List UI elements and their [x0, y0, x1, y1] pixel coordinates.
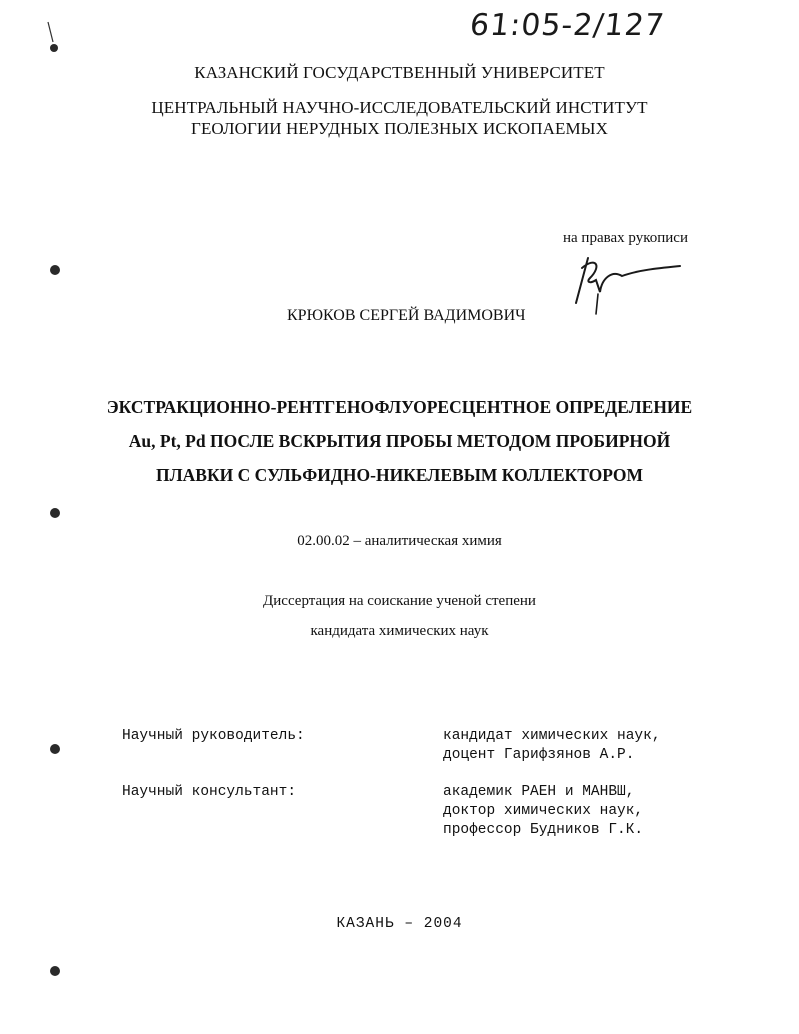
dissertation-title-line3: ПЛАВКИ С СУЛЬФИДНО-НИКЕЛЕВЫМ КОЛЛЕКТОРОМ — [156, 465, 643, 485]
consultant-line2: доктор химических наук, — [443, 803, 644, 819]
city-year: КАЗАНЬ – 2004 — [336, 916, 463, 932]
binder-hole — [50, 966, 60, 976]
institute-name-line1: ЦЕНТРАЛЬНЫЙ НАУЧНО-ИССЛЕДОВАТЕЛЬСКИЙ ИНСТИТУТ — [151, 98, 648, 117]
consultant-line3: профессор Будников Г.К. — [443, 822, 644, 838]
institute-name-line2: ГЕОЛОГИИ НЕРУДНЫХ ПОЛЕЗНЫХ ИСКОПАЕМЫХ — [191, 119, 608, 138]
manuscript-rights: на правах рукописи — [563, 230, 688, 246]
binder-hole — [50, 265, 60, 275]
consultant-label: Научный консультант: — [122, 784, 297, 800]
supervisor-line2: доцент Гарифзянов А.Р. — [443, 747, 635, 763]
dissertation-title-line1: ЭКСТРАКЦИОННО-РЕНТГЕНОФЛУОРЕСЦЕНТНОЕ ОПРЕДЕЛЕНИЕ — [106, 397, 693, 417]
specialty-code: 02.00.02 – аналитическая химия — [297, 533, 502, 549]
binder-hole — [50, 508, 60, 518]
corner-mark — [40, 20, 70, 60]
university-name: КАЗАНСКИЙ ГОСУДАРСТВЕННЫЙ УНИВЕРСИТЕТ — [194, 63, 605, 82]
consultant-line1: академик РАЕН и МАНВШ, — [443, 784, 635, 800]
dissertation-title-line2: Au, Pt, Pd ПОСЛЕ ВСКРЫТИЯ ПРОБЫ МЕТОДОМ ПРОБИРНОЙ — [128, 431, 671, 451]
author-name: КРЮКОВ СЕРГЕЙ ВАДИМОВИЧ — [287, 307, 526, 324]
supervisor-label: Научный руководитель: — [122, 728, 305, 744]
degree-line1: Диссертация на соискание ученой степени — [263, 593, 536, 609]
supervisor-line1: кандидат химических наук, — [443, 728, 661, 744]
degree-line2: кандидата химических наук — [310, 623, 489, 639]
archive-number: 61:05-2/127 — [468, 8, 667, 43]
signature — [568, 248, 688, 318]
binder-hole — [50, 744, 60, 754]
